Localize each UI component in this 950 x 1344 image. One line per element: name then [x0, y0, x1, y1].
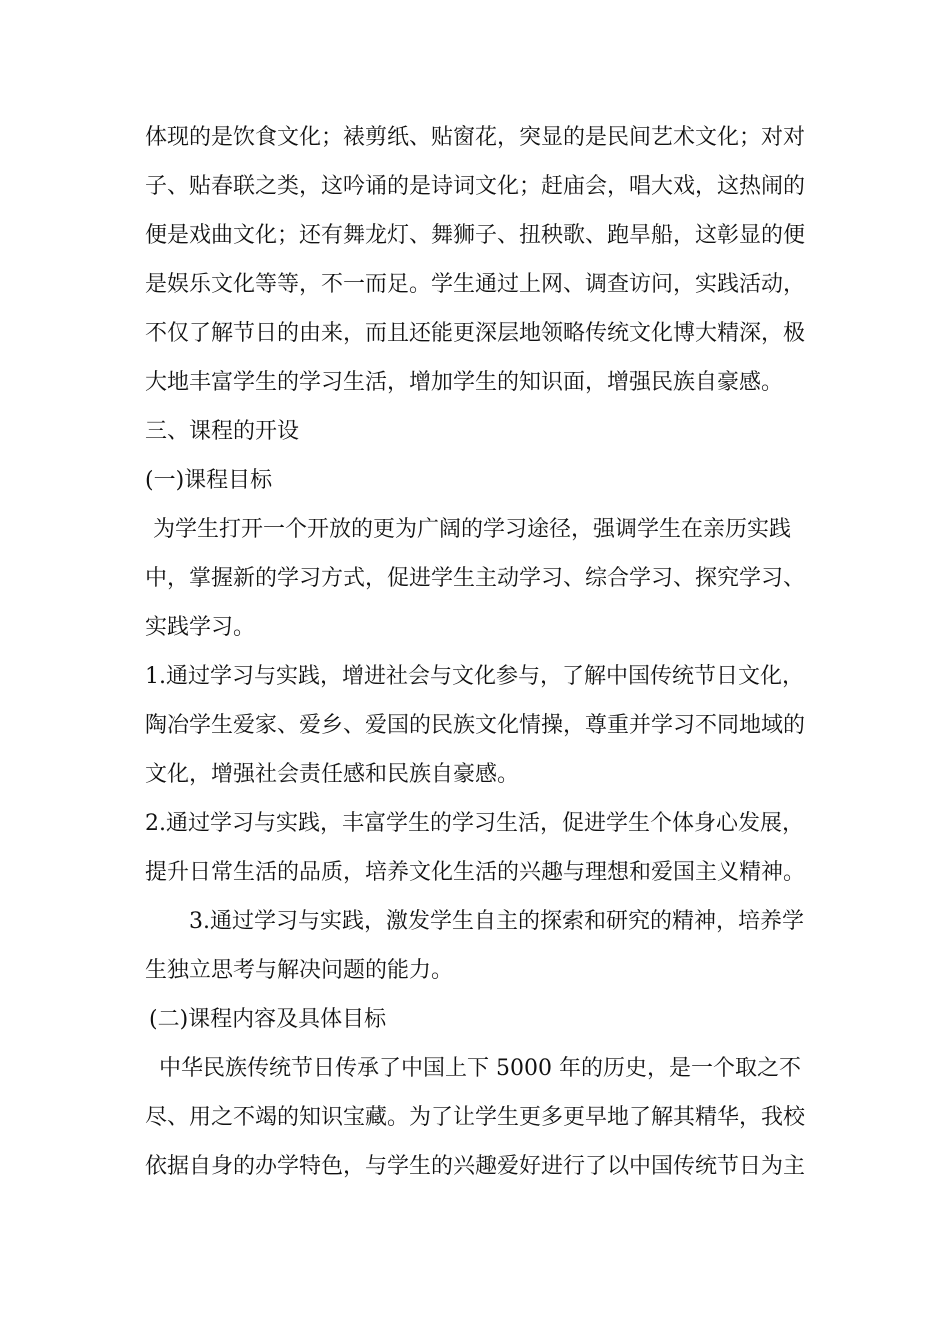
list-item-text: 陶冶学生爱家、爱乡、爱国的民族文化情操，尊重并学习不同地域的 [145, 713, 806, 738]
list-item-text: 2.通过学习与实践，丰富学生的学习生活，促进学生个体身心发展， [145, 811, 804, 836]
body-text-line: 为学生打开一个开放的更为广阔的学习途径，强调学生在亲历实践 [153, 517, 792, 542]
list-item-text: 生独立思考与解决问题的能力。 [145, 958, 454, 983]
list-item-text: 文化，增强社会责任感和民族自豪感。 [145, 762, 520, 787]
body-text-line: 子、贴春联之类，这吟诵的是诗词文化；赶庙会，唱大戏，这热闹的 [145, 174, 806, 199]
body-text-line: 中，掌握新的学习方式，促进学生主动学习、综合学习、探究学习、 [145, 566, 806, 591]
body-text-line: 中华民族传统节日传承了中国上下 5000 年的历史，是一个取之不 [159, 1056, 801, 1081]
list-item-text: 1.通过学习与实践，增进社会与文化参与，了解中国传统节日文化， [145, 664, 804, 689]
list-item-text: 提升日常生活的品质，培养文化生活的兴趣与理想和爱国主义精神。 [145, 860, 806, 885]
subsection-heading: (二)课程内容及具体目标 [149, 1007, 387, 1032]
body-text-line: 大地丰富学生的学习生活，增加学生的知识面，增强民族自豪感。 [145, 370, 784, 395]
body-text-line: 依据自身的办学特色，与学生的兴趣爱好进行了以中国传统节日为主 [145, 1154, 806, 1179]
subsection-heading: (一)课程目标 [145, 468, 273, 493]
document-body [145, 113, 815, 1191]
body-text-line: 不仅了解节日的由来，而且还能更深层地领略传统文化博大精深，极 [145, 321, 806, 346]
body-text-line: 是娱乐文化等等，不一而足。学生通过上网、调查访问，实践活动， [145, 272, 806, 297]
body-text-line: 实践学习。 [145, 615, 256, 640]
body-text-line: 便是戏曲文化；还有舞龙灯、舞狮子、扭秧歌、跑旱船，这彰显的便 [145, 223, 806, 248]
body-text-line: 体现的是饮食文化；裱剪纸、贴窗花，突显的是民间艺术文化；对对 [145, 125, 806, 150]
body-text-line: 尽、用之不竭的知识宝藏。为了让学生更多更早地了解其精华，我校 [145, 1105, 806, 1130]
list-item-text: 3.通过学习与实践，激发学生自主的探索和研究的精神，培养学 [189, 909, 804, 934]
section-heading: 三、课程的开设 [145, 419, 300, 444]
